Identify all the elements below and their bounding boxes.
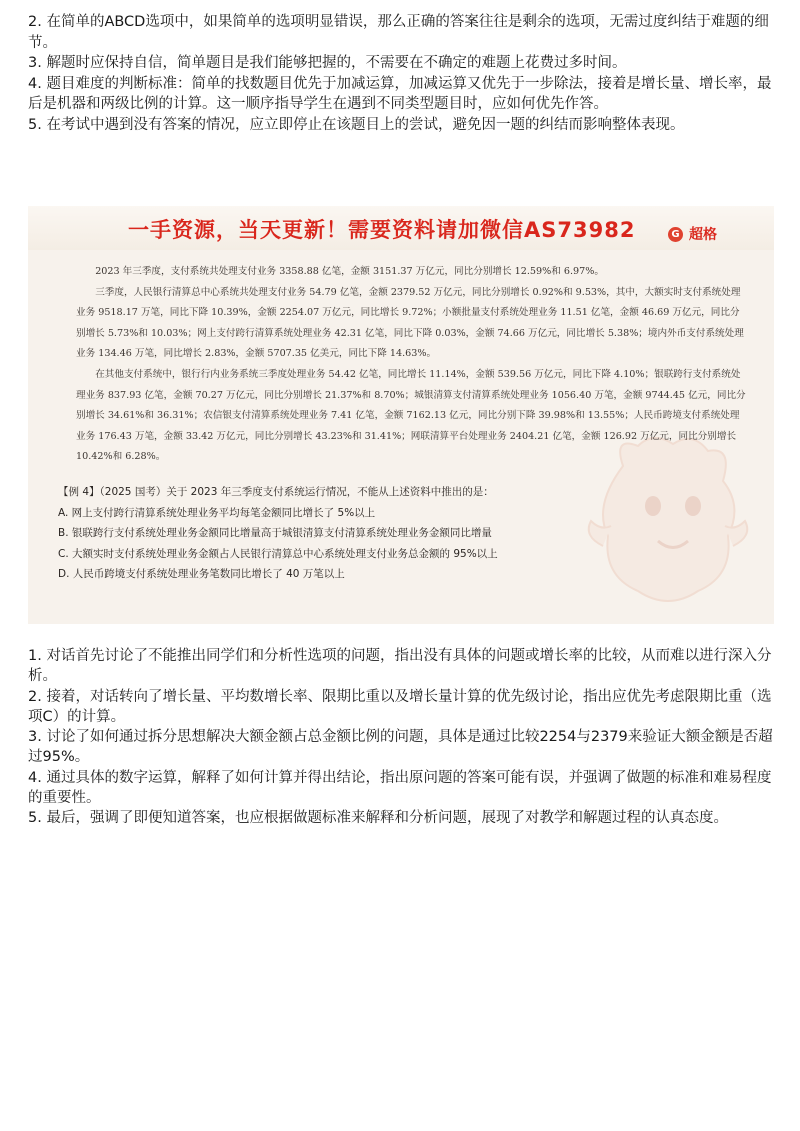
- top-point-4: 4. 题目难度的判断标准：简单的找数题目优先于加减运算，加减运算又优先于一步除法，接着是增长量、增长率，最后是机器和两级比例的计算。这一顺序指导学生在遇到不同类型题目时，应如何优先作答。: [28, 75, 772, 112]
- bottom-point-2: 2. 接着，对话转向了增长量、平均数增长率、限期比重以及增长量计算的优先级讨论，指出应优先考虑限期比重（选项C）的计算。: [28, 688, 772, 725]
- question-block: [58, 482, 658, 585]
- brand-name: 超格: [689, 227, 717, 243]
- brand-g-icon: G: [668, 227, 683, 242]
- bottom-point-4: 4. 通过具体的数字运算，解释了如何计算并得出结论，指出原问题的答案可能有误，并强调了做题的标准和难易程度的重要性。: [28, 769, 772, 807]
- top-point-3: 3. 解题时应保持自信，简单题目是我们能够把握的，不需要在不确定的难题上花费过多时间。: [28, 55, 627, 71]
- passage-para-2: 三季度，人民银行清算总中心系统共处理支付业务 54.79 亿笔，金额 2379.52 万亿元，同比分别增长 0.92%和 9.53%，其中，大额实时支付系统处理业务 9518.17 万笔，同比下降 10.39%，金额 2254.07 万亿元，同比增长 9.72%；小额批量支付系统处理业务 11.51 亿笔，金额 46.69 万亿元，同比分别增长 5.73%和 10.03%；网上支付跨行清算系统处理业务 42.31 亿笔，同比下降 0.03%，金额 74.66 万亿元，同比增长 5.38%；境内外币支付系统处理业务 134.46 万笔，同比增长 2.83%，金额 5707.35 亿美元，同比下降 14.63%。: [76, 286, 744, 360]
- bottom-point-5: 5. 最后，强调了即便知道答案，也应根据做题标准来解释和分析问题，展现了对教学和解题过程的认真态度。: [28, 810, 728, 827]
- data-passage: [76, 262, 748, 468]
- option-b: B. 银联跨行支付系统处理业务金额同比增量高于城银清算支付清算系统处理业务金额同比增量: [58, 527, 492, 539]
- top-summary-list: [28, 12, 773, 135]
- ad-banner: [28, 206, 774, 250]
- option-c: C. 大额实时支付系统处理业务金额占人民银行清算总中心系统处理支付业务总金额的 95%以上: [58, 547, 498, 560]
- bottom-point-1: 1. 对话首先讨论了不能推出同学们和分析性选项的问题，指出没有具体的问题或增长率的比较，从而难以进行深入分析。: [28, 648, 772, 685]
- top-point-2: 2. 在简单的ABCD选项中，如果简单的选项明显错误，那么正确的答案往往是剩余的选项，无需过度纠结于难题的细节。: [28, 14, 769, 51]
- brand-logo: [668, 224, 717, 244]
- option-a: A. 网上支付跨行清算系统处理业务平均每笔金额同比增长了 5%以上: [58, 506, 376, 519]
- banner-text: 一手资源，当天更新！需要资料请加微信AS73982: [128, 218, 636, 242]
- passage-para-3: 在其他支付系统中，银行行内业务系统三季度处理业务 54.42 亿笔，同比增长 11.14%，金额 539.56 万亿元，同比下降 4.10%；银联跨行支付系统处理业务 837.93 亿笔，金额 70.27 万亿元，同比分别增长 21.37%和 8.70%；城银清算支付清算系统处理业务 1056.40 万笔，金额 9744.45 亿元，同比分别增长 34.61%和 36.31%；农信银支付清算系统处理业务 7.41 亿笔，金额 7162.13 亿元，同比分别下降 39.98%和 13.55%；人民币跨境支付系统处理业务 176.43 万笔，金额 33.42 万亿元，同比分别增长 43.23%和 31.41%；网联清算平台处理业务 2404.21 亿笔，金额 126.92 万亿元，同比分别增长 10.42%和 6.28%。: [76, 368, 746, 463]
- option-d: D. 人民币跨境支付系统处理业务笔数同比增长了 40 万笔以上: [58, 568, 345, 580]
- bottom-point-3: 3. 讨论了如何通过拆分思想解决大额金额占总金额比例的问题，具体是通过比较2254与2379来验证大额金额是否超过95%。: [28, 729, 773, 766]
- passage-para-1: 2023 年三季度，支付系统共处理支付业务 3358.88 亿笔，金额 3151.37 万亿元，同比分别增长 12.59%和 6.97%。: [95, 266, 604, 277]
- bottom-summary-list: [28, 646, 773, 829]
- question-stem: 【例 4】（2025 国考）关于 2023 年三季度支付系统运行情况，不能从上述资料中推出的是：: [58, 486, 494, 498]
- exam-screenshot-panel: [28, 206, 774, 624]
- top-point-5: 5. 在考试中遇到没有答案的情况，应立即停止在该题目上的尝试，避免因一题的纠结而影响整体表现。: [28, 116, 685, 133]
